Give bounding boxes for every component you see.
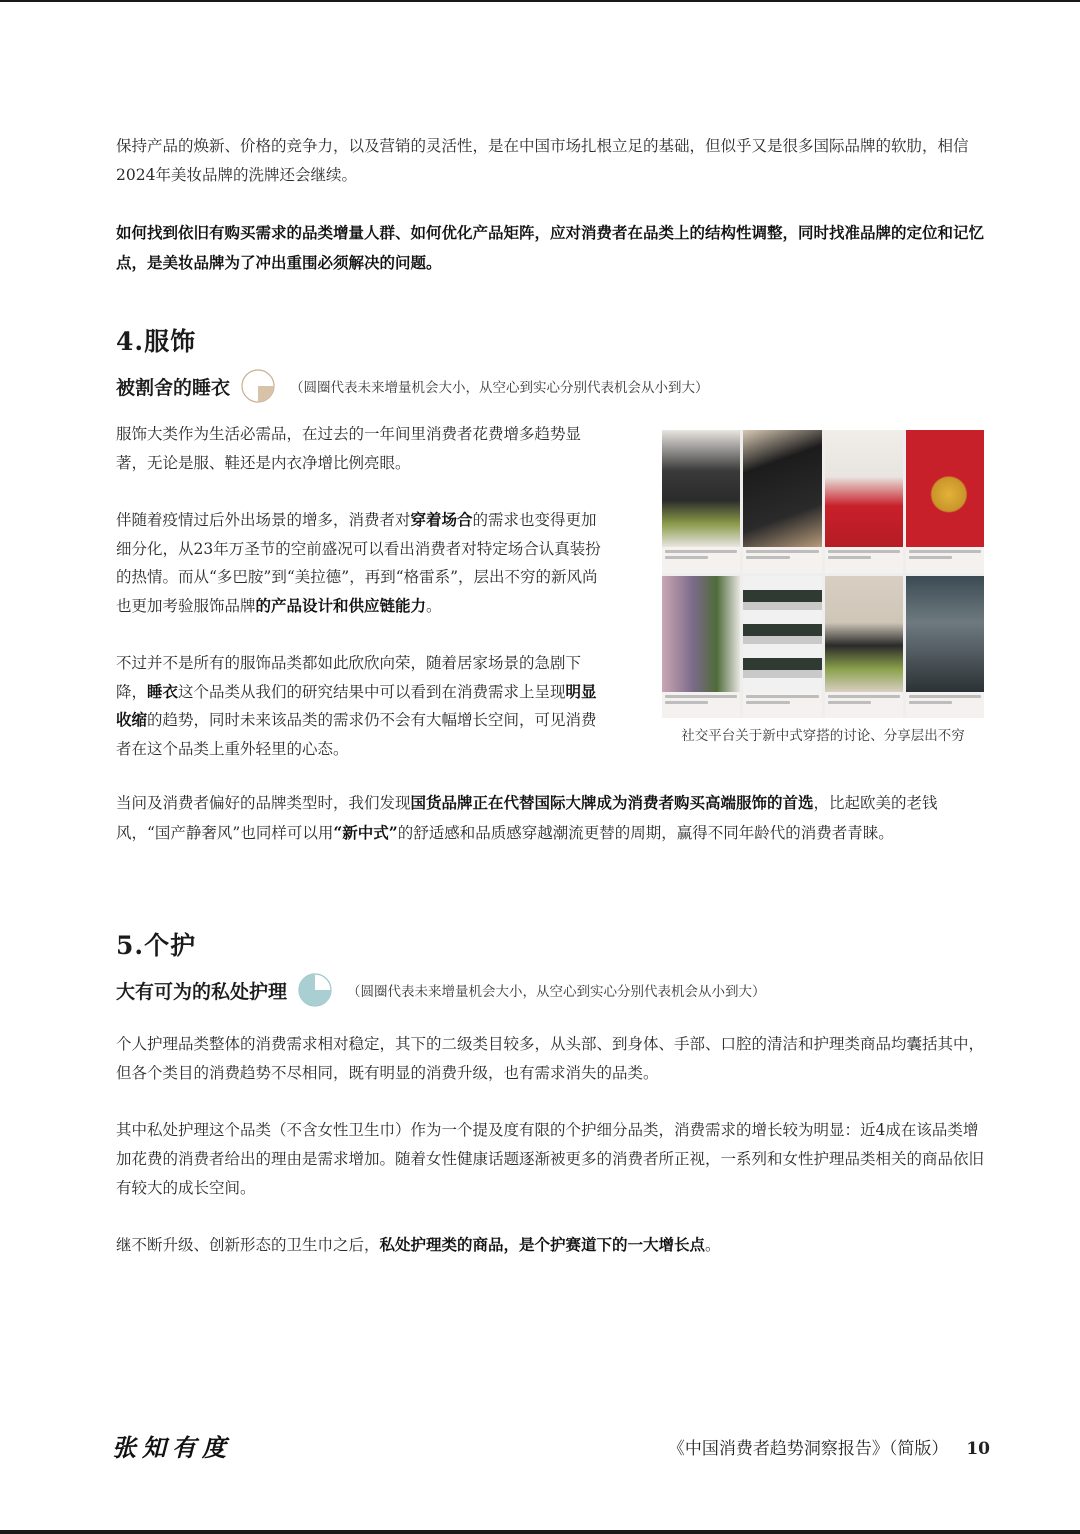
text: 的趋势，同时未来该品类的需求仍不会有大幅增长空间，可见消费者在这个品类上重外轻里的心态。 [116,711,597,758]
collage-tile [906,576,984,719]
bold-text: 国货品牌正在代替国际大牌成为消费者购买高端服饰的首选 [410,793,814,812]
page-number: 10 [966,1439,990,1459]
opportunity-pie-icon [240,368,276,404]
section-4-paragraph-2 [116,506,610,620]
text: 的需求也变得更加细分化，从23年万圣节的空前盛况可以看出消费者对特定场合认真装扮的热情。而从“多巴胺”到“美拉德”，再到“格雷系”，层出不穷的新风尚也更加考验服饰品牌 [116,511,601,615]
intro-paragraph-2-bold: 如何找到依旧有购买需求的品类增量人群、如何优化产品矩阵，应对消费者在品类上的结构性调整，同时找准品牌的定位和记忆点，是美妆品牌为了冲出重围必须解决的问题。 [116,223,985,272]
collage-tile [825,576,903,719]
footer-report-title [668,1434,990,1459]
collage-tile [743,576,821,719]
text: 的舒适感和品质感穿越潮流更替的周期，赢得不同年龄代的消费者青睐。 [397,824,894,842]
collage-tile [662,576,740,719]
bold-text: 睡衣 [147,681,179,701]
bold-text: “新中式” [333,823,398,842]
text: 继不断升级、创新形态的卫生巾之后， [116,1236,380,1254]
section-4-note: （圆圈代表未来增量机会大小，从空心到实心分别代表机会从小到大） [290,380,709,396]
text: ，比起欧美的老钱风，“国产静奢风”也同样可以用 [116,794,938,842]
section-5-paragraph-3 [116,1230,984,1260]
section-4-paragraph-3 [116,649,610,763]
intro-paragraph-2 [116,218,984,278]
collage-tile [743,430,821,573]
section-5-subtitle-row [116,972,766,1008]
section-5-note: （圆圈代表未来增量机会大小，从空心到实心分别代表机会从小到大） [347,984,766,1000]
section-4-paragraph-1: 服饰大类作为生活必需品，在过去的一年间里消费者花费增多趋势显著，无论是服、鞋还是内衣净增比例亮眼。 [116,425,582,472]
section-5-title: 5.个护 [116,931,197,960]
text: 伴随着疫情过后外出场景的增多，消费者对 [116,511,411,529]
text: 。 [705,1236,721,1254]
social-media-collage-image [662,430,984,718]
section-4-title: 4.服饰 [116,327,197,356]
text: 。 [426,596,442,615]
text: 这个品类从我们的研究结果中可以看到在消费需求上呈现 [178,682,566,701]
section-5-paragraph-2: 其中私处护理这个品类（不含女性卫生巾）作为一个提及度有限的个护细分品类，消费需求的增长较为明显：近4成在该品类增加花费的消费者给出的理由是需求增加。随着女性健康话题逐渐被更多的消费者所正视，一系列和女性护理品类相关的商品依旧有较大的成长空间。 [116,1121,985,1197]
pie-fill [258,386,274,402]
collage-tile [825,430,903,573]
section-5-paragraph-1: 个人护理品类整体的消费需求相对稳定，其下的二级类目较多，从头部、到身体、手部、口腔的清洁和护理类商品均囊括其中，但各个类目的消费趋势不尽相同，既有明显的消费升级，也有需求消失的品类。 [116,1035,985,1082]
section-4-subtitle-row [116,368,709,404]
bold-text: 的产品设计和供应链能力 [255,595,427,615]
bold-text: 私处护理类的商品，是个护赛道下的一大增长点 [379,1235,706,1254]
top-rule [0,0,1080,2]
section-5-subtitle: 大有可为的私处护理 [116,980,288,1003]
intro-paragraph-1: 保持产品的焕新、价格的竞争力，以及营销的灵活性，是在中国市场扎根立足的基础，但似乎又是很多国际品牌的软肋，相信2024年美妆品牌的洗牌还会继续。 [116,137,969,184]
section-4-paragraph-4 [116,788,984,848]
brand-logo: 张知有度 [112,1433,232,1462]
bottom-rule [0,1530,1080,1534]
opportunity-pie-icon [297,972,333,1008]
collage-caption: 社交平台关于新中式穿搭的讨论、分享层出不穷 [681,728,965,744]
text: 当问及消费者偏好的品牌类型时，我们发现 [116,794,411,812]
bold-text: 穿着场合 [410,510,473,529]
collage-tile [906,430,984,573]
text: 不过并不是所有的服饰品类都如此欣欣向荣，随着居家场景的急剧下降， [116,654,582,701]
collage-tile [662,430,740,573]
bold-text: 明显收缩 [116,681,597,729]
section-4-subtitle: 被割舍的睡衣 [116,376,231,399]
report-title: 《中国消费者趋势洞察报告》（简版） [667,1439,949,1459]
